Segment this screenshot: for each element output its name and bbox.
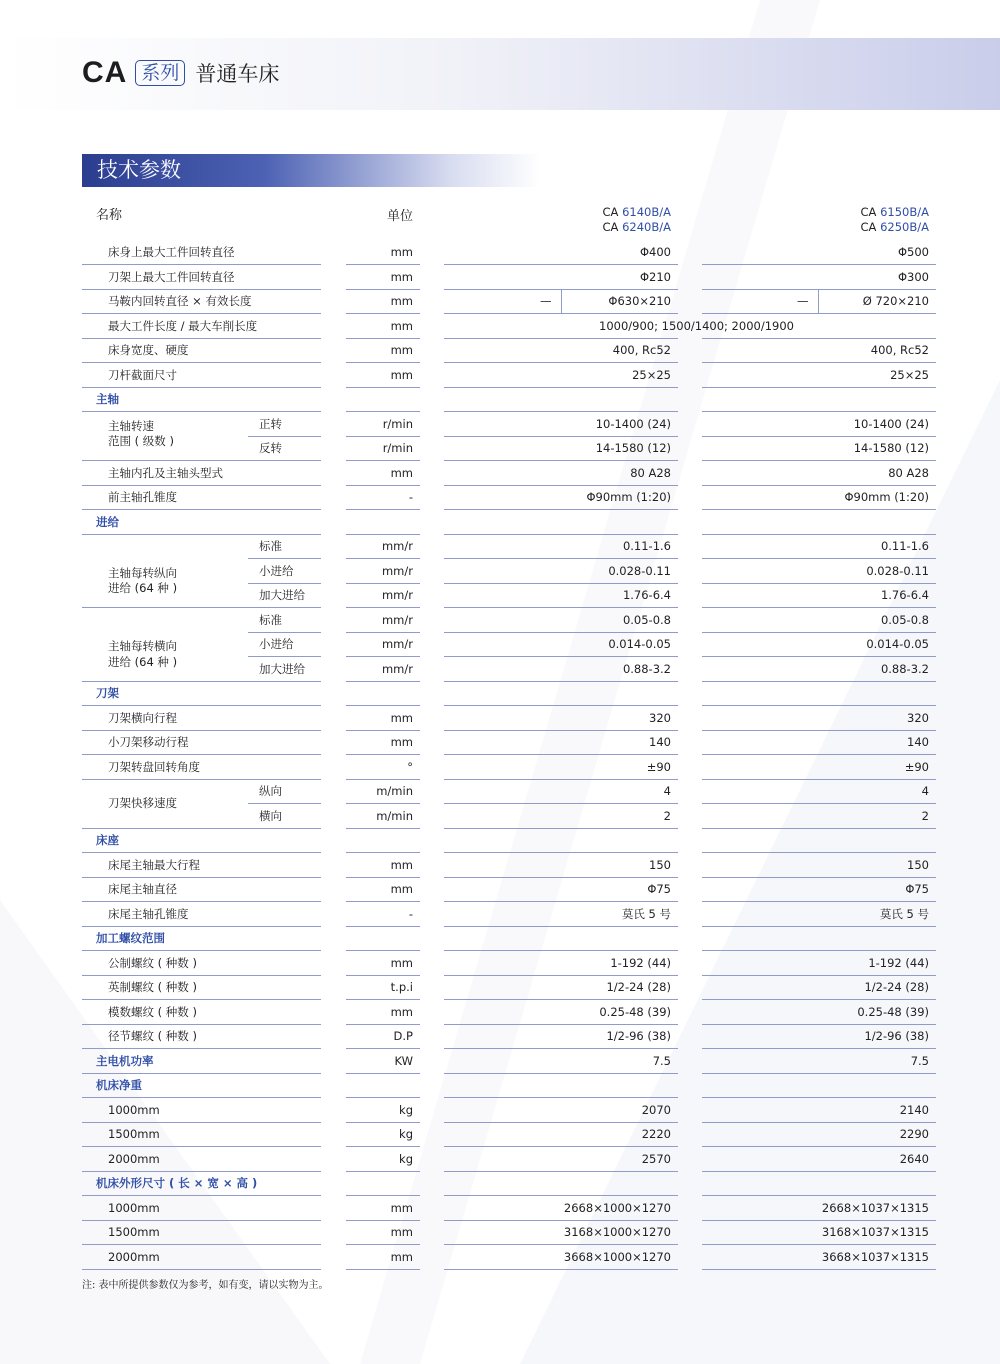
unit-value: mm [390,318,413,333]
value-model-2: 140 [907,735,929,749]
unit-value: mm/r [381,661,413,676]
title-product-name: 普通车床 [195,62,280,86]
unit-value: mm/r [381,637,413,651]
value-model-1: 0.25-48 (39) [599,1004,671,1019]
value-model-2: 0.028-0.11 [866,563,929,578]
table-row [0,583,1000,608]
value-model-2: 3668×1037×1315 [821,1249,929,1264]
table-row [0,730,1000,755]
value-model-1: 400, Rc52 [612,343,671,357]
value-model-1: 4 [663,784,671,798]
row-separator [818,289,819,314]
param-name: 主轴每转纵向 [108,565,177,580]
page-title [82,56,279,90]
value-model-1: 2070 [641,1102,671,1117]
value-model-2: Φ90mm (1:20) [844,490,929,504]
value-model-2: 0.11-1.6 [880,539,929,553]
value-model-1: ±90 [646,759,671,774]
param-name: 英制螺纹 ( 种数 ) [108,980,197,994]
table-row [0,804,1000,829]
value-model-2: 320 [907,710,929,725]
value-model-2: Ø 720×210 [862,294,929,308]
unit-value: mm/r [381,612,413,627]
table-row [0,755,1000,780]
category-row [0,510,1000,535]
table-row [0,1122,1000,1147]
value-model-2: 10-1400 (24) [853,416,929,431]
table-row [0,436,1000,461]
unit-value: t.p.i [390,980,413,994]
value-model-1: 320 [649,710,671,725]
table-row [0,1024,1000,1049]
value-model-2: 25×25 [890,367,929,382]
table-row [0,1098,1000,1123]
param-name: 范围 ( 级数 ) [108,434,174,448]
param-name: 进给 (64 种 ) [108,581,178,595]
param-name: 床身宽度、硬度 [108,343,189,357]
value-model-2: 1/2-24 (28) [864,980,929,994]
category-label: 主电机功率 [96,1053,154,1068]
value-model-2: 2140 [899,1102,929,1117]
param-subname: 加大进给 [259,588,305,602]
value-model-1: 3668×1000×1270 [563,1249,671,1264]
title-series-badge: 系列 [135,60,185,86]
value-model-2: 4 [921,784,929,798]
value-model-1: 14-1580 (12) [595,441,671,455]
value-model-2: 400, Rc52 [870,343,929,357]
value-model-1: 1.76-6.4 [622,588,671,602]
unit-value: mm [390,294,413,308]
model-header-1: CA 6140B/A CA 6240B/A [602,205,671,234]
category-label: 刀架 [96,686,119,700]
category-row [0,828,1000,853]
param-name: 刀架上最大工件回转直径 [108,269,235,284]
value-model-2: 0.25-48 (39) [857,1004,929,1019]
param-name: 主轴内孔及主轴头型式 [108,465,223,480]
unit-value: mm [390,343,413,357]
param-name: 公制螺纹 ( 种数 ) [108,955,197,970]
unit-value: mm [390,857,413,872]
param-subname: 标准 [259,539,282,553]
value-model-1: 莫氏 5 号 [621,906,671,921]
row-rule-unit [346,1269,420,1270]
value-model-1: 7.5 [652,1053,671,1068]
unit-value: mm/r [381,563,413,578]
value-model-1: Φ210 [639,269,671,284]
value-model-1: 1-192 (44) [610,955,671,970]
value-model-2: 莫氏 5 号 [879,906,929,921]
unit-value: mm/r [381,588,413,602]
unit-value: m/min [376,784,413,798]
value-model-2: 0.88-3.2 [880,661,929,676]
table-row [0,534,1000,559]
value-model-2: Φ300 [897,269,929,284]
value-model-2: 2668×1037×1315 [821,1200,929,1215]
param-name: 主轴转速 [108,418,154,433]
param-name: 1000mm [108,1200,160,1215]
category-row [0,681,1000,706]
value-model-1: Φ75 [647,882,671,896]
value-model-1: 1/2-96 (38) [606,1029,671,1043]
table-row [0,265,1000,290]
category-label: 机床外形尺寸 ( 长 × 宽 × 高 ) [96,1176,258,1190]
param-subname: 小进给 [259,637,294,651]
unit-value: r/min [382,416,413,431]
category-label: 加工螺纹范围 [96,931,165,945]
param-name: 1500mm [108,1225,160,1239]
value-model-2: 2640 [899,1151,929,1166]
row-separator [561,289,562,314]
param-name: 主轴每转横向 [108,639,177,653]
unit-value: mm [390,1200,413,1215]
unit-value: mm/r [381,539,413,553]
param-subname: 加大进给 [259,661,305,676]
unit-value: mm [390,955,413,970]
value-model-2: 7.5 [910,1053,929,1068]
param-name: 床尾主轴最大行程 [108,857,200,872]
value-model-1: 150 [649,857,671,872]
value-model-2: Φ500 [897,245,929,259]
param-name: 径节螺纹 ( 种数 ) [108,1029,197,1043]
category-row [0,1171,1000,1196]
value-model-2: 0.014-0.05 [866,637,929,651]
value-model-2: Φ75 [905,882,929,896]
param-name: 1000mm [108,1102,160,1117]
param-name: 小刀架移动行程 [108,735,189,749]
table-row [0,951,1000,976]
table-row [0,1196,1000,1221]
unit-value: m/min [376,808,413,823]
param-name: 最大工件长度 / 最大车削长度 [108,318,258,333]
unit-value: mm [390,465,413,480]
param-name: 床身上最大工件回转直径 [108,245,235,259]
column-header-unit: 单位 [387,209,414,224]
table-row [0,314,1000,339]
value-model-1: 0.88-3.2 [622,661,671,676]
value-model-1: 2570 [641,1151,671,1166]
unit-value: - [408,490,413,504]
table-row [0,608,1000,633]
value-model-1: 0.014-0.05 [608,637,671,651]
param-name: 2000mm [108,1249,160,1264]
row-rule-model-2 [702,1269,936,1270]
value-model-2: 14-1580 (12) [853,441,929,455]
value-model-1: Φ630×210 [608,294,671,308]
value-model-2: 3168×1037×1315 [821,1225,929,1239]
param-name: 刀架转盘回转角度 [108,759,200,774]
param-name: 模数螺纹 ( 种数 ) [108,1004,197,1019]
unit-value: mm [390,1249,413,1264]
unit-value: r/min [382,441,413,455]
table-row [0,654,1000,682]
param-subname: 正转 [259,416,282,431]
unit-value: kg [399,1102,413,1117]
category-label: 主轴 [96,392,119,406]
table-row [0,706,1000,731]
param-name: 前主轴孔锥度 [108,490,177,504]
value-model-1: 2668×1000×1270 [563,1200,671,1215]
param-name: 床尾主轴孔锥度 [108,906,189,921]
value-model-2: ±90 [904,759,929,774]
table-row [0,975,1000,1000]
value-model-2: 2 [921,808,929,823]
table-row [0,1000,1000,1025]
unit-value: mm [390,735,413,749]
value-model-2: 1-192 (44) [868,955,929,970]
value-model-1: 2 [663,808,671,823]
param-name: 床尾主轴直径 [108,882,177,896]
category-row [0,926,1000,951]
table-row [0,240,1000,265]
param-name: 马鞍内回转直径 × 有效长度 [108,294,252,308]
table-row [0,1147,1000,1172]
param-name: 1500mm [108,1127,160,1141]
value-model-2: 0.05-0.8 [880,612,929,627]
param-name: 进给 (64 种 ) [108,654,178,669]
value-model-1: Φ400 [639,245,671,259]
value-model-2: 150 [907,857,929,872]
param-subname: 小进给 [259,563,294,578]
param-subname: 横向 [259,808,282,823]
param-subname: 反转 [259,441,282,455]
value-span-both-models: 1000/900; 1500/1400; 2000/1900 [599,318,794,333]
table-row [0,1245,1000,1270]
param-name: 刀架快移速度 [108,796,177,811]
table-row [0,779,1000,811]
table-row [0,461,1000,486]
dash-model-1: — [540,294,552,308]
dash-model-2: — [797,294,809,308]
column-header-name: 名称 [96,208,123,223]
table-row [0,902,1000,927]
value-model-1: 25×25 [632,367,671,382]
category-row [0,1073,1000,1098]
value-model-2: 2290 [899,1127,929,1141]
value-model-1: 0.05-0.8 [622,612,671,627]
table-row [0,363,1000,388]
unit-value: D.P [393,1029,413,1043]
unit-value: ° [407,759,413,774]
value-model-1: 2220 [641,1127,671,1141]
table-row [0,289,1000,314]
title-ca: CA [82,56,128,89]
value-model-1: Φ90mm (1:20) [586,490,671,504]
unit-value: kg [399,1127,413,1141]
unit-value: mm [390,710,413,725]
value-model-2: 80 A28 [888,465,929,480]
unit-value: mm [390,1225,413,1239]
unit-value: mm [390,1004,413,1019]
unit-value: mm [390,245,413,259]
param-subname: 纵向 [259,784,282,798]
model-header-2: CA 6150B/A CA 6250B/A [860,205,929,234]
param-name: 刀杆截面尺寸 [108,367,177,382]
unit-value: kg [399,1151,413,1166]
unit-value: mm [390,367,413,382]
section-title: 技术参数 [82,154,540,187]
value-model-2: 1/2-96 (38) [864,1029,929,1043]
param-subname: 标准 [259,612,282,627]
unit-value: mm [390,882,413,896]
unit-value: KW [394,1053,413,1068]
row-rule-model-1 [444,1269,678,1270]
value-model-2: 1.76-6.4 [880,588,929,602]
value-model-1: 140 [649,735,671,749]
category-label: 机床净重 [96,1078,142,1092]
value-model-1: 0.028-0.11 [608,563,671,578]
value-model-1: 10-1400 (24) [595,416,671,431]
value-model-1: 80 A28 [630,465,671,480]
table-row [0,853,1000,878]
table-row [0,485,1000,510]
param-name: 刀架横向行程 [108,710,177,725]
table-row [0,877,1000,902]
category-row [0,1049,1000,1074]
unit-value: - [408,906,413,921]
value-model-1: 1/2-24 (28) [606,980,671,994]
footnote: 注: 表中所提供参数仅为参考，如有变，请以实物为主。 [82,1280,329,1291]
row-rule-name [82,1269,321,1270]
param-name: 2000mm [108,1151,160,1166]
value-model-1: 0.11-1.6 [622,539,671,553]
table-row [0,338,1000,363]
category-label: 床座 [96,833,119,847]
category-label: 进给 [96,514,119,529]
value-model-1: 3168×1000×1270 [563,1225,671,1239]
category-row [0,387,1000,412]
unit-value: mm [390,269,413,284]
table-row [0,1220,1000,1245]
